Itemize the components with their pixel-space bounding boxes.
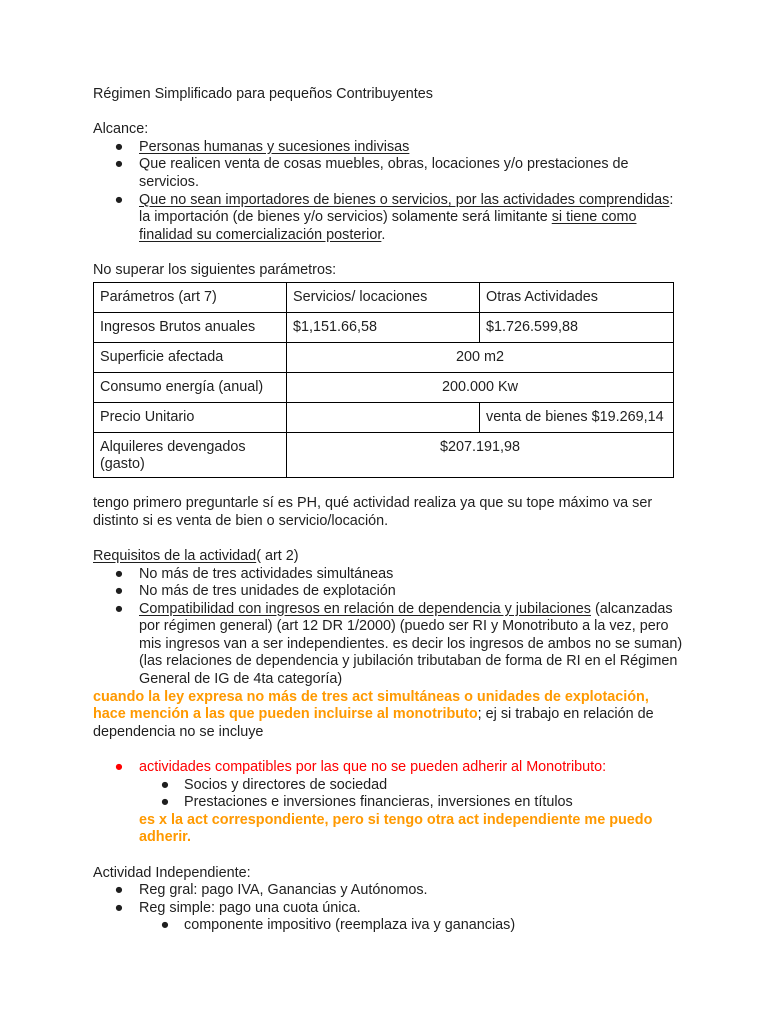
alcance-list (93, 139, 683, 245)
table-row (94, 342, 674, 372)
table-cell: $1.726.599,88 (480, 312, 674, 342)
table-cell (287, 402, 480, 432)
table-header-cell: Parámetros (art 7) (94, 282, 287, 312)
bullet-icon: ● (114, 138, 124, 155)
list-item: ● Socios y directores de sociedad (160, 776, 388, 793)
table-row (94, 402, 674, 432)
list-item: ● No más de tres actividades simultáneas (114, 565, 394, 582)
list-item: ● Prestaciones e inversiones financieras, inversiones en títulos (160, 794, 573, 811)
orange-note-2: es x la act correspondiente, pero si tengo otra act independiente me puedo adherir. (139, 811, 653, 846)
table-cell: $1,151.66,58 (287, 312, 480, 342)
orange-note-1: cuando la ley expresa no más de tres act simultáneas o unidades de explotación, hace mención a las que pueden incluirse al monotributo; ej si trabajo en relación de dependencia no se incluye (93, 688, 654, 740)
table-cell: Consumo energía (anual) (94, 372, 287, 402)
bullet-icon: ● (160, 794, 170, 811)
bullet-icon: ● (160, 776, 170, 793)
bullet-icon: ● (114, 882, 124, 899)
list-item: ● Personas humanas y sucesiones indivisas (114, 138, 410, 155)
bullet-icon: ● (114, 600, 124, 617)
independiente-heading: Actividad Independiente: (93, 864, 251, 881)
note-ph: tengo primero preguntarle sí es PH, qué actividad realiza ya que su tope máximo va ser distinto si es venta de bien o servicio/locación. (93, 495, 653, 529)
table-cell: 200 m2 (287, 342, 674, 372)
list-item: ● Que no sean importadores de bienes o servicios, por las actividades comprendidas: la importación (de bienes y/o servicios) solamente será limitante si tiene como finalidad su comercialización posterior. (114, 191, 674, 243)
list-item: ● Que realicen venta de cosas muebles, obras, locaciones y/o prestaciones de servicios. (114, 156, 629, 190)
list-item: ● Reg simple: pago una cuota única. (114, 899, 361, 916)
table-cell: Ingresos Brutos anuales (94, 312, 287, 342)
parametros-table (93, 282, 674, 478)
list-item: ● No más de tres unidades de explotación (114, 583, 396, 600)
parametros-heading: No superar los siguientes parámetros: (93, 261, 337, 278)
bullet-icon: ● (114, 899, 124, 916)
requisitos-heading: Requisitos de la actividad( art 2) (93, 547, 299, 564)
table-header-cell: Servicios/ locaciones (287, 282, 480, 312)
document-page (93, 86, 683, 935)
table-row (94, 432, 674, 477)
table-cell: venta de bienes $19.269,14 (480, 402, 674, 432)
table-cell: 200.000 Kw (287, 372, 674, 402)
bullet-icon: ● (114, 583, 124, 600)
compatibles-list (93, 759, 683, 812)
list-item: ● actividades compatibles por las que no se pueden adherir al Monotributo: (114, 759, 607, 776)
list-item: ● componente impositivo (reemplaza iva y ganancias) (160, 917, 516, 934)
table-header-cell: Otras Actividades (480, 282, 674, 312)
table-row (94, 372, 674, 402)
bullet-icon: ● (114, 565, 124, 582)
document-title: Régimen Simplificado para pequeños Contribuyentes (93, 86, 433, 102)
list-item: ● Reg gral: pago IVA, Ganancias y Autónomos. (114, 882, 428, 899)
bullet-icon: ● (114, 191, 124, 208)
list-item: ● Compatibilidad con ingresos en relación de dependencia y jubilaciones (alcanzadas por régimen general) (art 12 DR 1/2000) (puedo ser RI y Monotributo a la vez, pero mis ingresos van a ser independientes. es decir los ingresos de ambos no se suman) (las relaciones de dependencia y jubilación tributaban de forma de RI en el Régimen General de IG de 4ta categoría) (114, 600, 683, 688)
bullet-icon: ● (114, 759, 124, 776)
alcance-heading: Alcance: (93, 121, 149, 138)
requisitos-list (93, 566, 683, 689)
bullet-icon: ● (114, 156, 124, 173)
table-cell: $207.191,98 (287, 432, 674, 477)
independiente-list (93, 882, 683, 935)
table-cell: Superficie afectada (94, 342, 287, 372)
bullet-icon: ● (160, 917, 170, 934)
table-row (94, 312, 674, 342)
table-cell: Precio Unitario (94, 402, 287, 432)
table-header-row (94, 282, 674, 312)
table-cell: Alquileres devengados (gasto) (94, 432, 287, 477)
